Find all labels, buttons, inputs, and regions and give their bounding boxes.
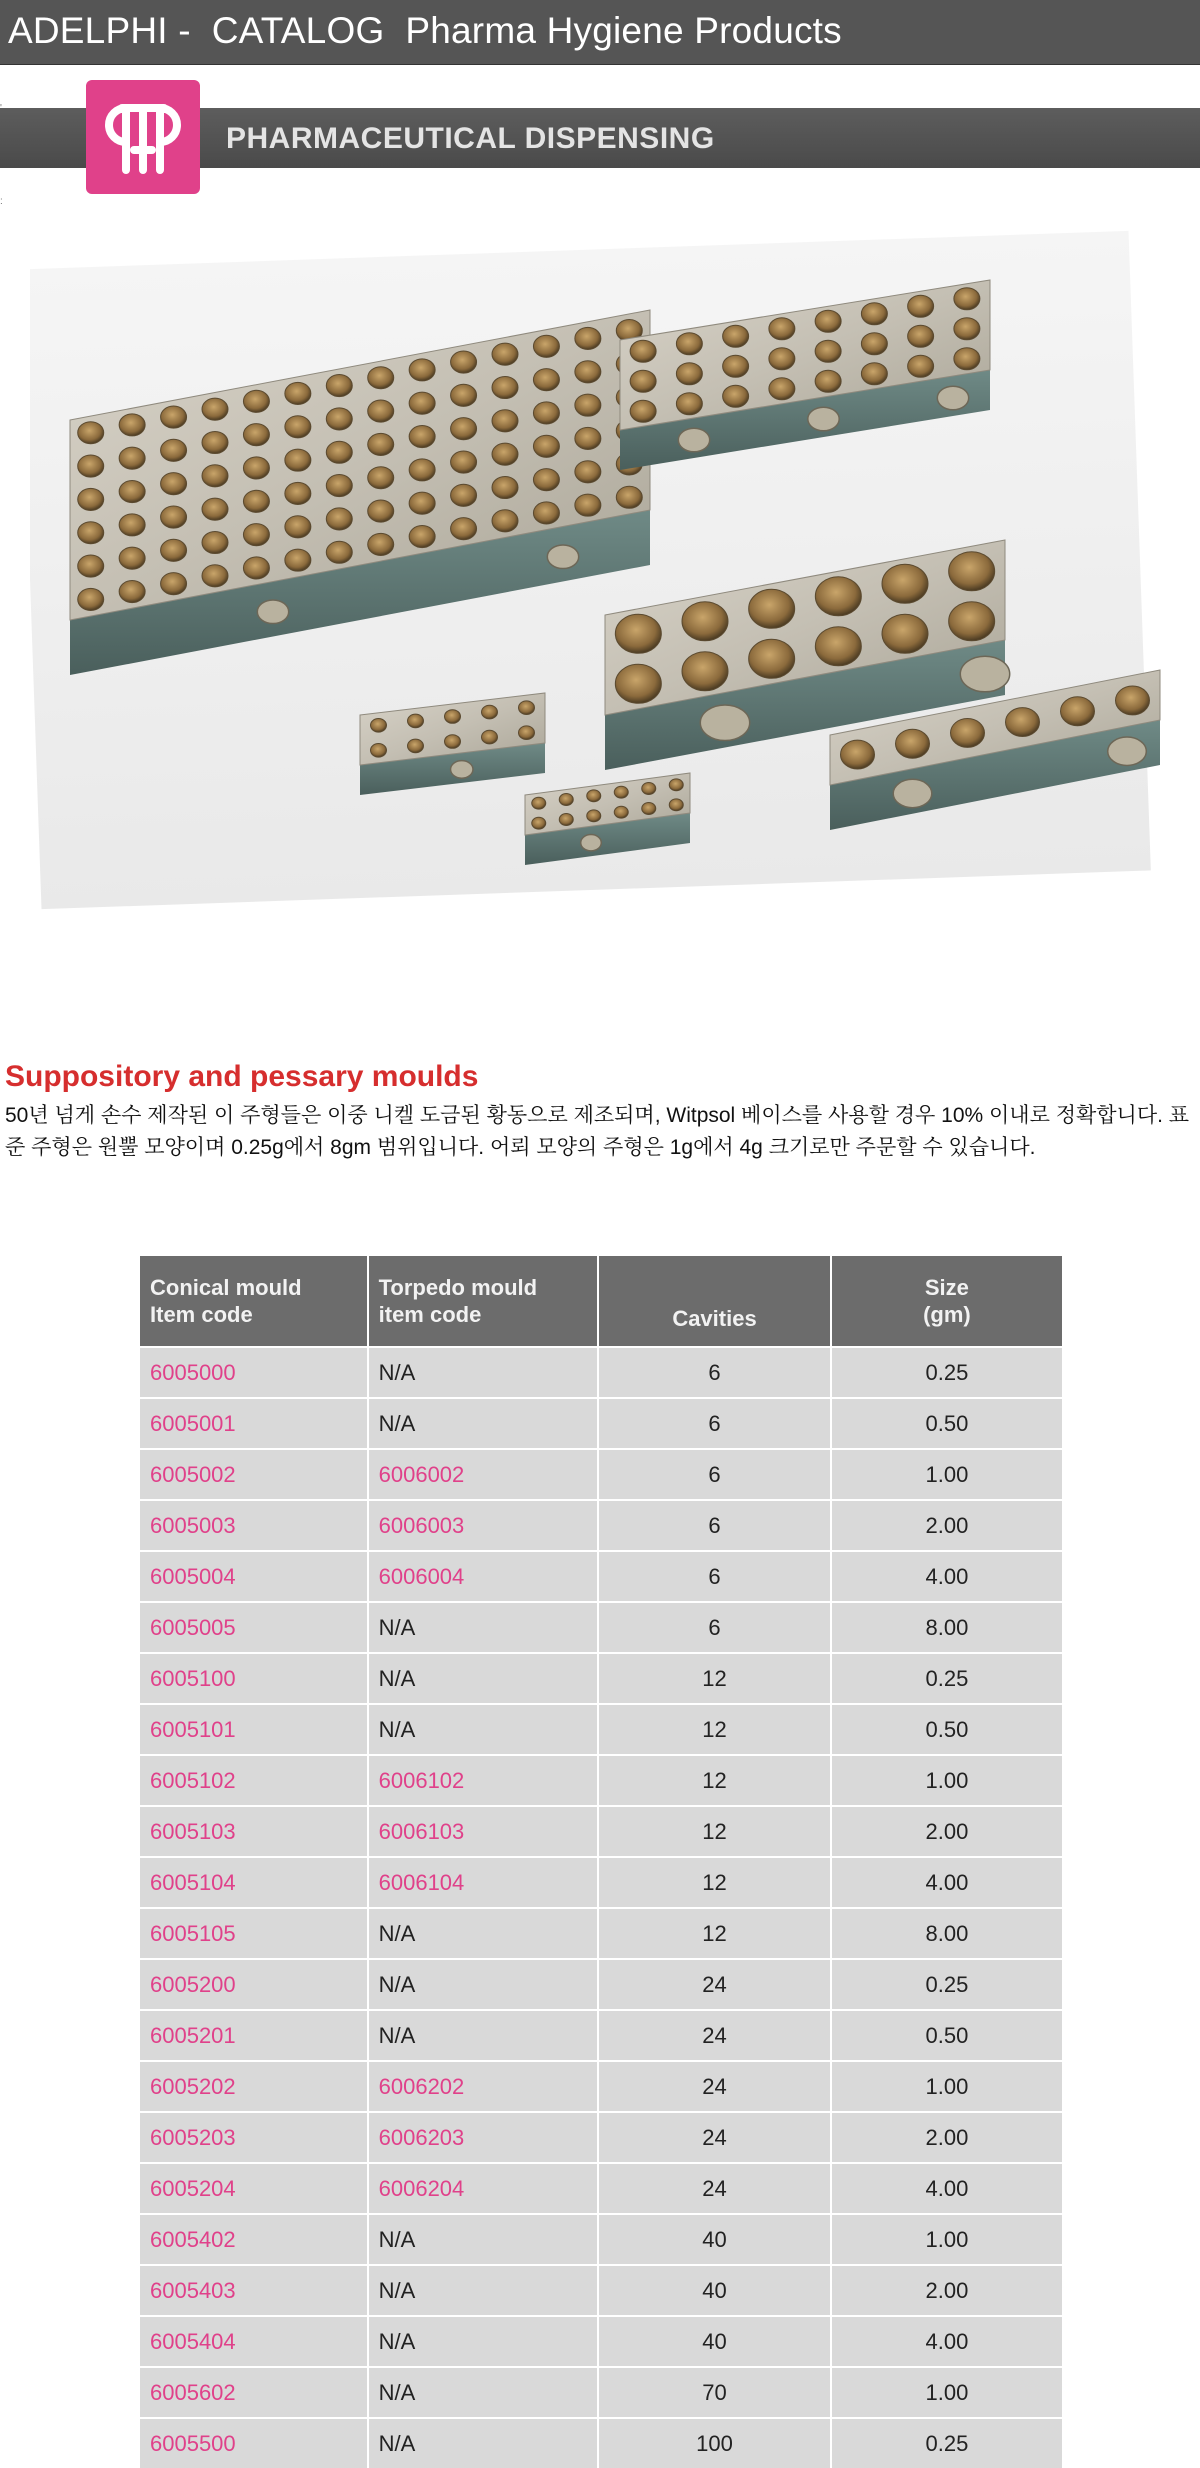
- size-cell: 4.00: [831, 1857, 1062, 1908]
- table-row: [140, 1755, 1062, 1806]
- torpedo-code-cell[interactable]: 6006002: [368, 1449, 599, 1500]
- header-torpedo-line2: item code: [378, 1302, 482, 1327]
- header-torpedo-line1: Torpedo mould: [378, 1275, 538, 1300]
- torpedo-code-cell: N/A: [368, 1347, 599, 1398]
- conical-code-cell[interactable]: 6005203: [140, 2112, 368, 2163]
- conical-code-cell[interactable]: 6005402: [140, 2214, 368, 2265]
- header-conical-code: [140, 1256, 368, 1347]
- table-row: [140, 2010, 1062, 2061]
- table-row: [140, 2367, 1062, 2418]
- table-row: [140, 1704, 1062, 1755]
- torpedo-code-cell: N/A: [368, 2010, 599, 2061]
- conical-code-cell[interactable]: 6005404: [140, 2316, 368, 2367]
- table-row: [140, 2112, 1062, 2163]
- size-cell: 0.50: [831, 1704, 1062, 1755]
- header-size: [831, 1256, 1062, 1347]
- torpedo-code-cell: N/A: [368, 2316, 599, 2367]
- brand-logo: [86, 80, 200, 194]
- header-cavities-label: Cavities: [672, 1306, 757, 1331]
- cavities-cell: 24: [598, 1959, 831, 2010]
- cavities-cell: 6: [598, 1398, 831, 1449]
- conical-code-cell[interactable]: 6005100: [140, 1653, 368, 1704]
- size-cell: 1.00: [831, 2214, 1062, 2265]
- conical-code-cell[interactable]: 6005202: [140, 2061, 368, 2112]
- cavities-cell: 6: [598, 1500, 831, 1551]
- conical-code-cell[interactable]: 6005004: [140, 1551, 368, 1602]
- size-cell: 1.00: [831, 2061, 1062, 2112]
- header-size-line1: Size: [924, 1275, 969, 1300]
- table-row: [140, 1398, 1062, 1449]
- edge-mark: :: [0, 196, 3, 207]
- cavities-cell: 12: [598, 1704, 831, 1755]
- conical-code-cell[interactable]: 6005602: [140, 2367, 368, 2418]
- conical-code-cell[interactable]: 6005102: [140, 1755, 368, 1806]
- cavities-cell: 6: [598, 1449, 831, 1500]
- table-row: [140, 1347, 1062, 1398]
- table-row: [140, 1857, 1062, 1908]
- conical-code-cell[interactable]: 6005204: [140, 2163, 368, 2214]
- size-cell: 1.00: [831, 2367, 1062, 2418]
- torpedo-code-cell: N/A: [368, 1704, 599, 1755]
- size-cell: 0.50: [831, 1398, 1062, 1449]
- section-banner-label: PHARMACEUTICAL DISPENSING: [226, 122, 715, 155]
- table-row: [140, 1908, 1062, 1959]
- torpedo-code-cell: N/A: [368, 1653, 599, 1704]
- cavities-cell: 24: [598, 2061, 831, 2112]
- cavities-cell: 12: [598, 1755, 831, 1806]
- table-row: [140, 2418, 1062, 2468]
- conical-code-cell[interactable]: 6005403: [140, 2265, 368, 2316]
- table-row: [140, 1449, 1062, 1500]
- header-size-line2: (gm): [923, 1302, 971, 1327]
- table-row: [140, 2265, 1062, 2316]
- torpedo-code-cell[interactable]: 6006102: [368, 1755, 599, 1806]
- conical-code-cell[interactable]: 6005001: [140, 1398, 368, 1449]
- header-cavities: [598, 1256, 831, 1347]
- header-conical-line1: Conical mould: [150, 1275, 302, 1300]
- table-row: [140, 1602, 1062, 1653]
- header-torpedo-code: [368, 1256, 599, 1347]
- table-row: [140, 1551, 1062, 1602]
- size-cell: 4.00: [831, 1551, 1062, 1602]
- conical-code-cell[interactable]: 6005104: [140, 1857, 368, 1908]
- cavities-cell: 24: [598, 2010, 831, 2061]
- torpedo-code-cell: N/A: [368, 1959, 599, 2010]
- torpedo-code-cell: N/A: [368, 1398, 599, 1449]
- catalog-title: ADELPHI - CATALOG Pharma Hygiene Products: [8, 10, 842, 51]
- cavities-cell: 6: [598, 1602, 831, 1653]
- size-cell: 1.00: [831, 1755, 1062, 1806]
- cavities-cell: 40: [598, 2316, 831, 2367]
- table-row: [140, 2214, 1062, 2265]
- conical-code-cell[interactable]: 6005103: [140, 1806, 368, 1857]
- cavities-cell: 6: [598, 1551, 831, 1602]
- cavities-cell: 24: [598, 2163, 831, 2214]
- product-heading: Suppository and pessary moulds: [5, 1060, 479, 1093]
- conical-code-cell[interactable]: 6005500: [140, 2418, 368, 2468]
- torpedo-code-cell: N/A: [368, 2418, 599, 2468]
- size-cell: 4.00: [831, 2316, 1062, 2367]
- torpedo-code-cell: N/A: [368, 2367, 599, 2418]
- cavities-cell: 12: [598, 1653, 831, 1704]
- torpedo-code-cell: N/A: [368, 2265, 599, 2316]
- catalog-header-bar: [0, 0, 1200, 65]
- conical-code-cell[interactable]: 6005002: [140, 1449, 368, 1500]
- torpedo-code-cell[interactable]: 6006203: [368, 2112, 599, 2163]
- size-cell: 2.00: [831, 2112, 1062, 2163]
- table-row: [140, 2316, 1062, 2367]
- cavities-cell: 12: [598, 1908, 831, 1959]
- table-row: [140, 1653, 1062, 1704]
- size-cell: 0.25: [831, 1653, 1062, 1704]
- torpedo-code-cell[interactable]: 6006003: [368, 1500, 599, 1551]
- torpedo-code-cell[interactable]: 6006204: [368, 2163, 599, 2214]
- size-cell: 8.00: [831, 1908, 1062, 1959]
- cavities-cell: 70: [598, 2367, 831, 2418]
- cavities-cell: 40: [598, 2265, 831, 2316]
- conical-code-cell[interactable]: 6005201: [140, 2010, 368, 2061]
- cavities-cell: 24: [598, 2112, 831, 2163]
- product-photo-mould-blocks: [30, 230, 1170, 910]
- size-cell: 2.00: [831, 1806, 1062, 1857]
- cavities-cell: 40: [598, 2214, 831, 2265]
- conical-code-cell[interactable]: 6005000: [140, 1347, 368, 1398]
- conical-code-cell[interactable]: 6005101: [140, 1704, 368, 1755]
- table-row: [140, 2061, 1062, 2112]
- conical-code-cell[interactable]: 6005105: [140, 1908, 368, 1959]
- cavities-cell: 100: [598, 2418, 831, 2468]
- conical-code-cell[interactable]: 6005005: [140, 1602, 368, 1653]
- cavities-cell: 12: [598, 1806, 831, 1857]
- torpedo-code-cell: N/A: [368, 2214, 599, 2265]
- size-cell: 0.25: [831, 1347, 1062, 1398]
- table-row: [140, 1806, 1062, 1857]
- size-cell: 0.50: [831, 2010, 1062, 2061]
- size-cell: 8.00: [831, 1602, 1062, 1653]
- size-cell: 2.00: [831, 1500, 1062, 1551]
- torpedo-code-cell[interactable]: 6006004: [368, 1551, 599, 1602]
- cavities-cell: 12: [598, 1857, 831, 1908]
- table-row: [140, 2163, 1062, 2214]
- torpedo-code-cell[interactable]: 6006103: [368, 1806, 599, 1857]
- table-header-row: [140, 1256, 1062, 1347]
- size-cell: 0.25: [831, 1959, 1062, 2010]
- torpedo-code-cell[interactable]: 6006104: [368, 1857, 599, 1908]
- torpedo-code-cell: N/A: [368, 1908, 599, 1959]
- torpedo-code-cell: N/A: [368, 1602, 599, 1653]
- mould-item-table: [140, 1256, 1062, 2468]
- torpedo-code-cell[interactable]: 6006202: [368, 2061, 599, 2112]
- header-conical-line2: Item code: [150, 1302, 253, 1327]
- table-row: [140, 1959, 1062, 2010]
- size-cell: 0.25: [831, 2418, 1062, 2468]
- table-row: [140, 1500, 1062, 1551]
- conical-code-cell[interactable]: 6005003: [140, 1500, 368, 1551]
- product-description: 50년 넘게 손수 제작된 이 주형들은 이중 니켈 도금된 황동으로 제조되며, Witpsol 베이스를 사용할 경우 10% 이내로 정확합니다. 표준 주형은 원뿔 모양이며 0.25g에서 8gm 범위입니다. 어뢰 모양의 주형은 1g에서 4g 크기로만 주문할 수 있습니다.: [5, 1104, 1190, 1159]
- conical-code-cell[interactable]: 6005200: [140, 1959, 368, 2010]
- size-cell: 2.00: [831, 2265, 1062, 2316]
- size-cell: 4.00: [831, 2163, 1062, 2214]
- cavities-cell: 6: [598, 1347, 831, 1398]
- size-cell: 1.00: [831, 1449, 1062, 1500]
